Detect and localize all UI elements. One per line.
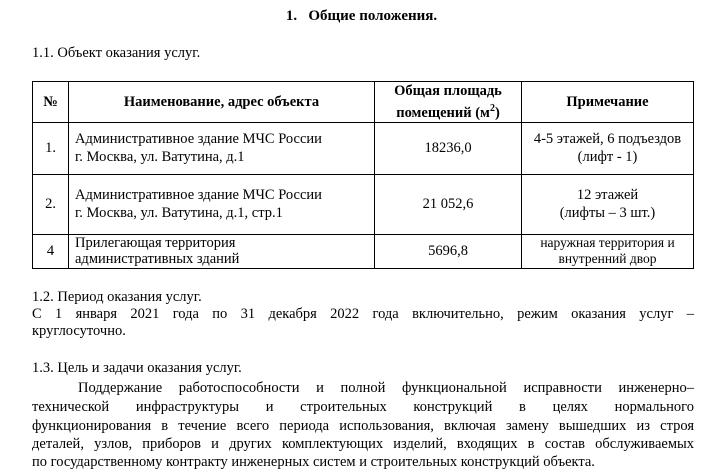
header-area-line1: Общая площадь <box>394 83 502 99</box>
section-1-3-line3: функционирования в течение всего периода использования, включая замену вышедших из строя <box>32 418 694 434</box>
section-1-2-line1: С 1 января 2021 года по 31 декабря 2022 года включительно, режим оказания услуг – <box>32 306 694 322</box>
section-1-3-line4: деталей, узлов, приборов и других комплектующих изделий, входящих в состав обслуживаемых <box>32 436 694 452</box>
table-row <box>33 234 694 268</box>
header-note: Примечание <box>522 82 694 123</box>
row-num: 4 <box>33 234 69 268</box>
row-name-line2: г. Москва, ул. Ватутина, д.1, стр.1 <box>75 205 283 222</box>
header-area <box>375 82 522 123</box>
row-note-line2: внутренний двор <box>558 251 657 267</box>
row-note-line2: (лифт - 1) <box>577 149 638 166</box>
table-header-row <box>33 82 694 123</box>
header-name: Наименование, адрес объекта <box>69 82 375 123</box>
row-area: 5696,8 <box>375 234 522 268</box>
row-note <box>522 174 694 234</box>
row-name <box>69 122 375 174</box>
row-name-line1: Административное здание МЧС России <box>75 131 322 148</box>
header-area-line2: помещений (м <box>396 104 490 121</box>
header-num: № <box>33 82 69 123</box>
row-name-line2: административных зданий <box>75 251 240 268</box>
header-area-close: ) <box>494 104 500 121</box>
row-note <box>522 122 694 174</box>
row-area: 18236,0 <box>375 122 522 174</box>
section-1-3-line5: по государственному контракту инженерных систем и строительных конструкций объекта. <box>32 454 595 470</box>
row-name-line1: Административное здание МЧС России <box>75 187 322 204</box>
row-note-line1: наружная территория и <box>540 235 675 251</box>
section-heading: 1. Общие положения. <box>285 8 438 24</box>
row-note-line2: (лифты – 3 шт.) <box>559 205 656 222</box>
table-row <box>33 122 694 174</box>
section-1-3-line2: технической инфраструктуры и строительных конструкций в целях нормального <box>32 399 694 415</box>
row-name-line1: Прилегающая территория <box>75 235 236 252</box>
section-1-1-title: 1.1. Объект оказания услуг. <box>32 45 201 61</box>
table-row <box>33 174 694 234</box>
row-num: 2. <box>33 174 69 234</box>
row-note-line1: 4-5 этажей, 6 подъездов <box>533 131 682 148</box>
section-1-2-title: 1.2. Период оказания услуг. <box>32 289 202 305</box>
row-name-line2: г. Москва, ул. Ватутина, д.1 <box>75 149 245 166</box>
header-area-sup: 2 <box>489 103 495 114</box>
row-note <box>522 234 694 268</box>
row-name <box>69 234 375 268</box>
row-note-line1: 12 этажей <box>576 187 639 204</box>
objects-table <box>32 81 694 269</box>
row-num: 1. <box>33 122 69 174</box>
row-name <box>69 174 375 234</box>
section-1-3-title: 1.3. Цель и задачи оказания услуг. <box>32 360 242 376</box>
row-area: 21 052,6 <box>375 174 522 234</box>
section-1-2-line2: круглосуточно. <box>32 323 126 339</box>
section-1-3-line1: Поддержание работоспособности и полной функциональной исправности инженерно– <box>78 380 694 396</box>
